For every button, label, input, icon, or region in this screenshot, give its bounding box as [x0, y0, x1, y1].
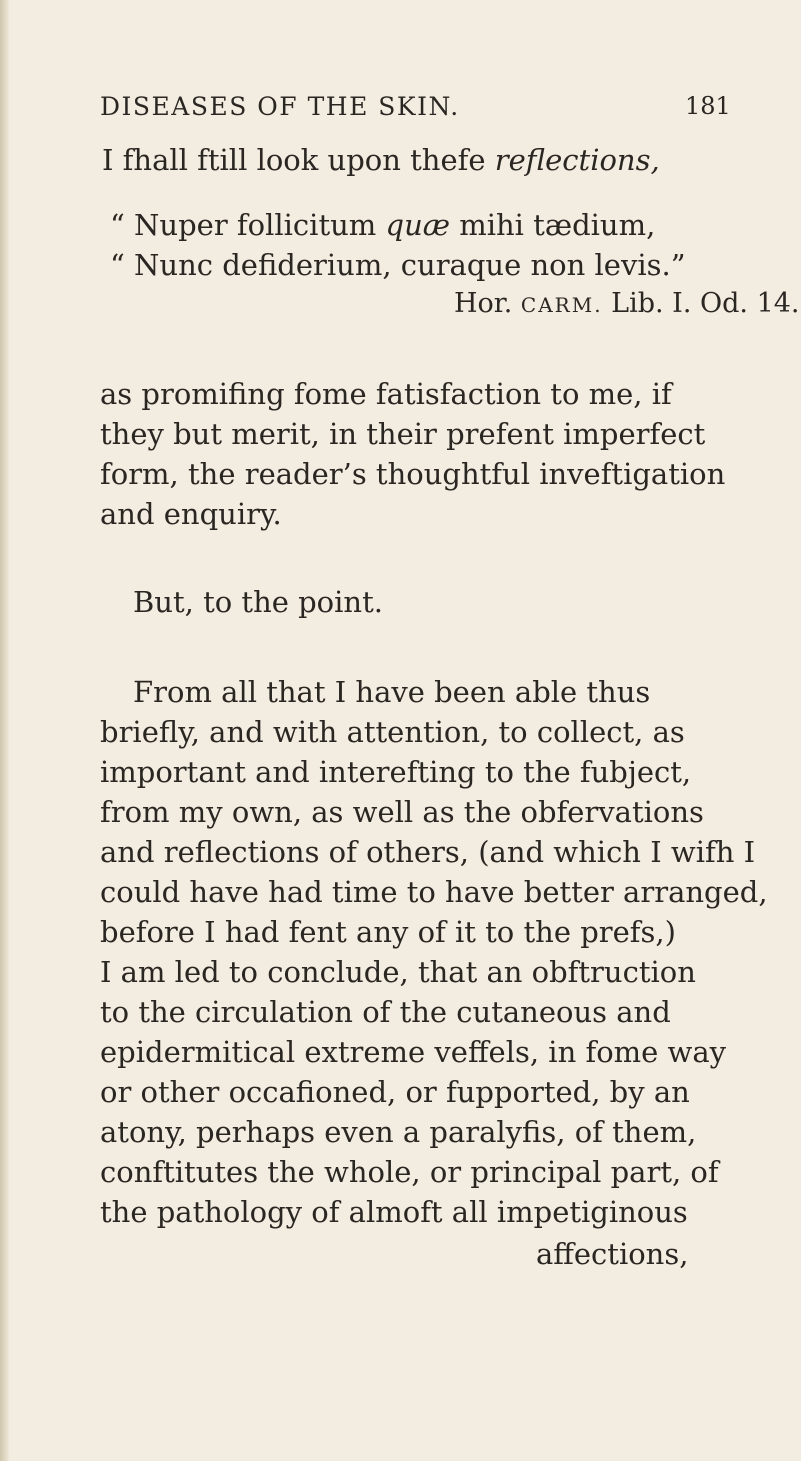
paragraph3-line-2: briefly, and with attention, to collect, as	[100, 715, 685, 749]
quote-line-1-italic: quæ	[385, 208, 450, 242]
intro-line	[102, 143, 660, 177]
paragraph2: But, to the point.	[133, 585, 383, 619]
paragraph3-line-14: the pathology of almoft all impetiginous	[100, 1195, 688, 1229]
page-number: 181	[685, 92, 731, 120]
paragraph3-line-11: or other occafioned, or fupported, by an	[100, 1075, 690, 1109]
paragraph3-line-1: From all that I have been able thus	[133, 675, 651, 709]
paragraph3-line-7: before I had fent any of it to the prefs,)	[100, 915, 676, 949]
paragraph3-line-13: conftitutes the whole, or principal part, of	[100, 1155, 719, 1189]
paragraph3-line-12: atony, perhaps even a paralyfis, of them,	[100, 1115, 697, 1149]
quote-attribution	[454, 290, 800, 317]
paragraph1-line-2: they but merit, in their prefent imperfect	[100, 417, 706, 451]
attribution-work: CARM.	[520, 293, 603, 317]
attribution-author: Hor.	[454, 288, 521, 319]
paragraph1-line-3: form, the reader’s thoughtful inveftigation	[100, 457, 726, 491]
intro-text: I fhall ftill look upon thefe	[102, 143, 495, 177]
paragraph3-line-4: from my own, as well as the obfervations	[100, 795, 704, 829]
attribution-ref: Lib. I. Od. 14.	[602, 288, 800, 319]
paragraph3-line-5: and reflections of others, (and which I wifh I	[100, 835, 756, 869]
catchword: affections,	[536, 1237, 689, 1271]
paragraph3-line-10: epidermitical extreme veffels, in fome way	[100, 1035, 727, 1069]
quote-line-1	[110, 208, 656, 242]
paragraph3-line-3: important and interefting to the fubject,	[100, 755, 692, 789]
quote-line-1-a: “ Nuper follicitum	[110, 208, 386, 242]
paragraph1-line-4: and enquiry.	[100, 497, 282, 531]
paragraph3-line-9: to the circulation of the cutaneous and	[100, 995, 671, 1029]
paragraph1-line-1: as promifing fome fatisfaction to me, if	[100, 377, 672, 411]
quote-line-1-c: mihi tædium,	[450, 208, 656, 242]
quote-line-2: “ Nunc defiderium, curaque non levis.”	[110, 248, 686, 282]
running-title: DISEASES OF THE SKIN.	[100, 92, 460, 121]
intro-italic: reflections,	[494, 143, 660, 177]
paragraph3-line-6: could have had time to have better arranged,	[100, 875, 768, 909]
page-edge	[0, 0, 10, 1461]
paragraph3-line-8: I am led to conclude, that an obftruction	[100, 955, 696, 989]
